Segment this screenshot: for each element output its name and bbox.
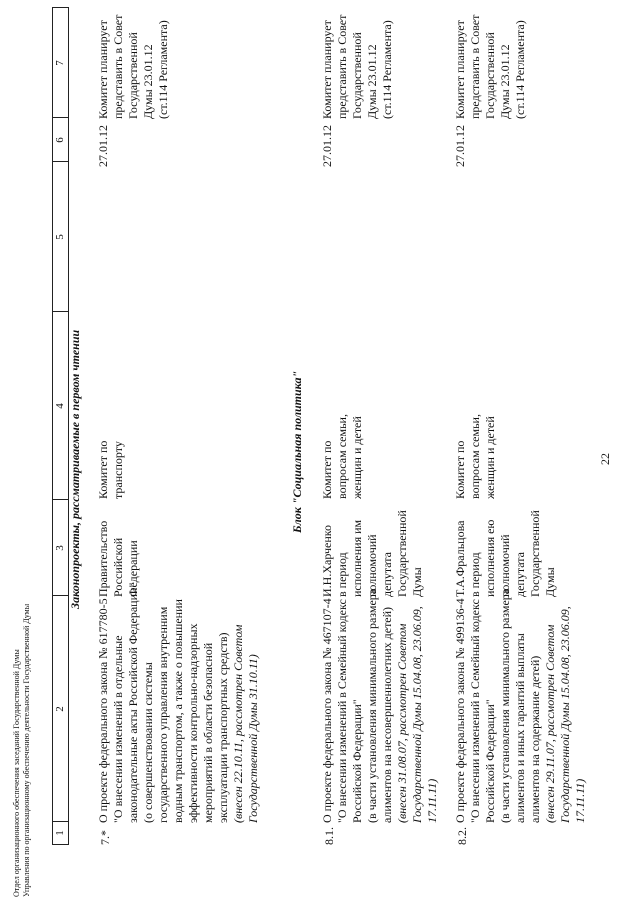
row-number: 8.2. — [455, 827, 469, 845]
row-plan: Комитет планирует представить в Совет Государственной Думы 23.01.12 (ст.114 Регламента) — [453, 14, 527, 119]
row-number: 8.1. — [322, 827, 336, 845]
col-header-4: 4 — [54, 403, 66, 409]
row-committee: Комитет по вопросам семьи, женщин и детей — [453, 414, 497, 499]
row-title: О проекте федерального закона № 617780-5 "О внесении изменений в отдельные законодательные акты Российской Федерации" (о совершенствовании системы государственного управления внутренним водным транспортом, а также о повышении эффективности контрольно-надзорных мероприятий в области безопасной эксплуатации транспортных средств) (внесен 22.10.11, рассмотрен Советом Государственной Думы 31.10.11) — [96, 582, 260, 823]
col-header-5: 5 — [54, 234, 66, 240]
footer — [12, 604, 32, 897]
row-title: О проекте федерального закона № 499136-4 "О внесении изменений в Семейный кодекс Российской Федерации" (в части установления минимального размера алиментов и иных гарантий выплаты алиментов на содержание детей) (внесен 29.11.07, рассмотрен Советом Государственной Думы 15.04.08, 23.06.09, 17.11.11) — [453, 588, 587, 823]
row-committee: Комитет по вопросам семьи, женщин и детей — [320, 414, 364, 499]
col-header-3: 3 — [54, 545, 66, 551]
page-number: 22 — [598, 453, 612, 465]
row-date: 27.01.12 — [453, 125, 467, 167]
section-social-block: Блок "Социальная политика" — [290, 370, 304, 533]
row-number: 7.* — [98, 830, 112, 845]
row-author: И.Н.Харченко в период исполнения им полномочий депутата Государственной Думы — [320, 510, 424, 597]
row-author: Т.А.Фральцова в период исполнения ею полномочий депутата Государственной Думы — [453, 510, 557, 597]
col-header-6: 6 — [54, 137, 66, 143]
row-plan: Комитет планирует представить в Совет Государственной Думы 23.01.12 (ст.114 Регламента) — [320, 14, 394, 119]
row-committee: Комитет по транспорту — [96, 440, 125, 499]
col-header-1: 1 — [54, 830, 66, 836]
row-title: О проекте федерального закона № 467107-4 "О внесении изменений в Семейный кодекс Российской Федерации" (в части установления минимального размера алиментов на несовершеннолетних детей) (внесен 31.08.07, рассмотрен Советом Государственной Думы 15.04.08, 23.06.09, 17.11.11) — [320, 588, 439, 823]
footer-line: Отдел организационного обеспечения заседаний Государственной Думы — [12, 649, 21, 897]
row-author: Правительство Российской Федерации — [96, 520, 140, 597]
row-plan: Комитет планирует представить в Совет Государственной Думы 23.01.12 (ст.114 Регламента) — [96, 14, 170, 119]
footer-line: Управления по организационному обеспечению деятельности Государственной Думы — [22, 603, 31, 897]
table-header — [52, 7, 69, 845]
row-date: 27.01.12 — [96, 125, 110, 167]
col-header-2: 2 — [54, 706, 66, 712]
section-first-reading: Законопроекты, рассматриваемые в первом чтении — [68, 329, 82, 609]
col-header-7: 7 — [54, 60, 66, 66]
row-date: 27.01.12 — [320, 125, 334, 167]
